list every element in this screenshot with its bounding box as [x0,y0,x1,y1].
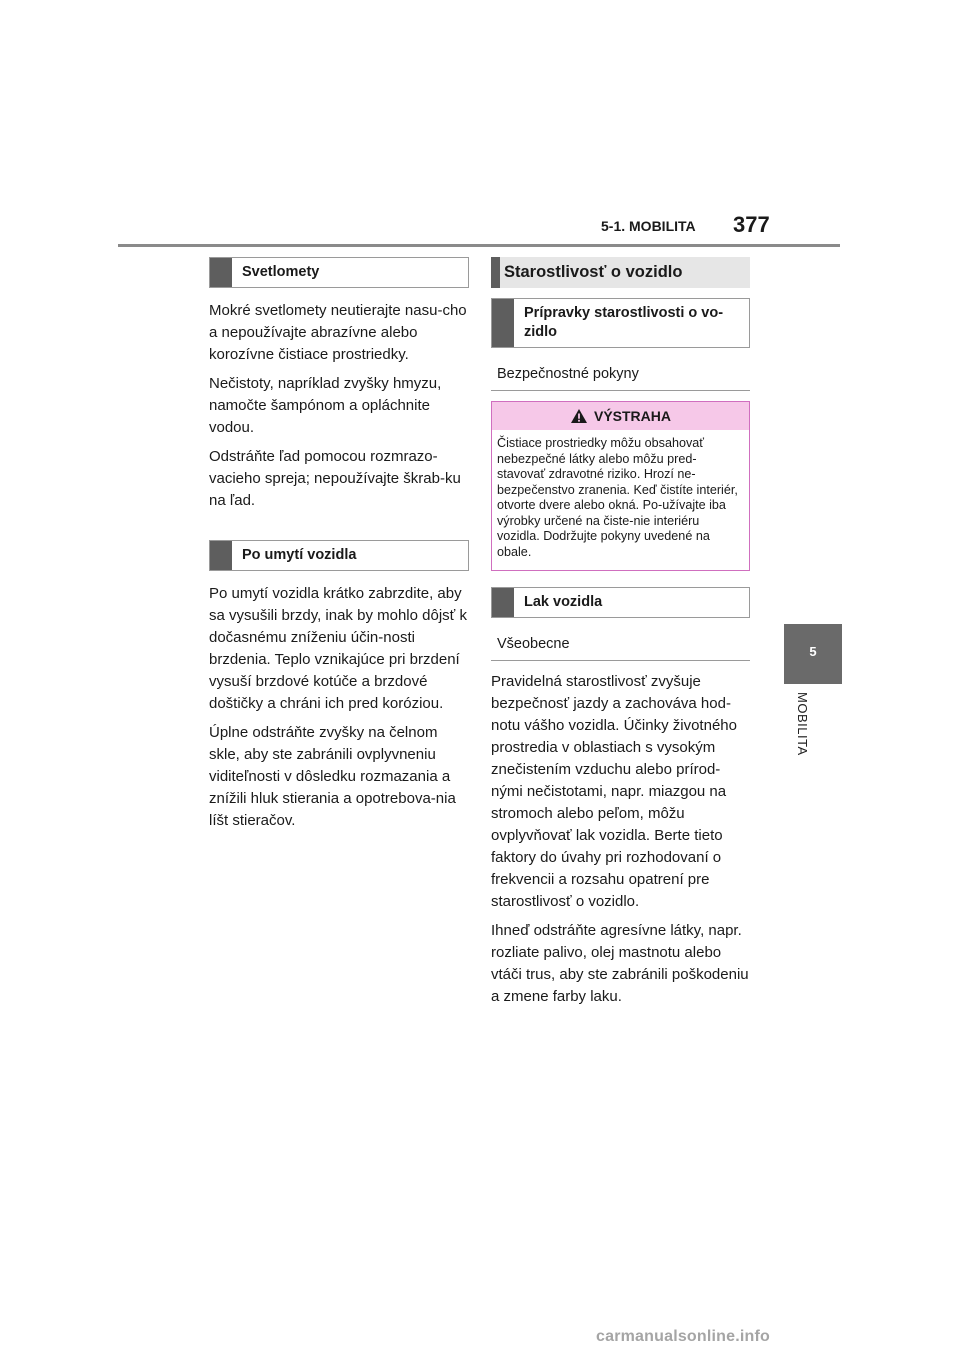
svetlomety-heading [209,257,469,288]
left-column [209,257,469,839]
paragraph: Úplne odstráňte zvyšky na čelnom skle, aby ste zabránili ovplyvneniu viditeľnosti v dôsledku rozmazania a znížili hluk stierania a opotrebova-nia líšt stieračov. [209,724,456,829]
warning-header [492,402,749,430]
section-title: 5-1. MOBILITA [601,218,696,234]
subheading-safety: Bezpečnostné pokyny [491,360,750,391]
pripravky-heading [491,298,750,348]
heading-marker [210,541,232,570]
warning-triangle-icon [570,408,588,424]
page-number: 377 [733,212,770,237]
heading-marker [492,299,514,347]
heading-marker [492,588,514,617]
header-divider [118,244,840,247]
heading-text: Prípravky starostlivosti o vo-zidlo [524,305,724,340]
paragraph: Mokré svetlomety neutierajte nasu-cho a nepoužívajte abrazívne alebo korozívne čistiace prostriedky. [209,302,467,363]
heading-text: Starostlivosť o vozidlo [504,263,683,281]
chapter-label: MOBILITA [795,692,810,756]
paragraph: Odstráňte ľad pomocou rozmrazo-vacieho spreja; nepoužívajte škrab-ku na ľad. [209,448,461,509]
warning-title: VÝSTRAHA [593,408,671,424]
right-column [491,257,750,1015]
heading-text: Svetlomety [242,264,320,280]
subheading-general: Všeobecne [491,630,750,661]
paragraph: Po umytí vozidla krátko zabrzdite, aby sa vysušili brzdy, inak by mohlo dôjsť k dočasnému zníženiu účin-nosti brzdenia. Teplo vznikajúce pri brzdení vysuší brzdové kotúče a brzdové doštičky a chráni ich pred koróziou. [209,585,467,712]
warning-box [491,401,750,571]
po-umyti-heading [209,540,469,571]
watermark: carmanualsonline.info [596,1328,771,1345]
paragraph: Pravidelná starostlivosť zvyšuje bezpečnosť jazdy a zachováva hod-notu vášho vozidla. Účinky životného prostredia v oblastiach s vysokým znečistením vzduchu alebo prírod-nými nečistotami, napr. miazgou na stromoch alebo peľom, môžu ovplyvňovať lak vozidla. Berte tieto faktory do úvahy pri rozhodovaní o frekvencii a rozsahu opatrení pre starostlivosť o vozidlo. [491,673,737,910]
heading-marker [491,257,500,288]
paragraph: Nečistoty, napríklad zvyšky hmyzu, namočte šampónom a opláchnite vodou. [209,375,442,436]
heading-text: Lak vozidla [524,594,603,610]
heading-marker [210,258,232,287]
heading-text: Po umytí vozidla [242,547,357,563]
chapter-tab[interactable]: 5 [784,624,842,684]
main-section-heading [491,257,750,288]
lak-heading [491,587,750,618]
paragraph: Ihneď odstráňte agresívne látky, napr. rozliate palivo, olej mastnotu alebo vtáči trus, aby ste zabránili poškodeniu a zmene farby laku. [491,922,749,1005]
warning-text: Čistiace prostriedky môžu obsahovať nebezpečné látky alebo môžu pred-stavovať zdravotné riziko. Hrozí ne-bezpečenstvo zranenia. Keď čistíte interiér, otvorte dvere alebo okná. Po-užívajte iba výrobky určené na čiste-nie interiéru vozidla. Dodržujte pokyny uvedené na obale. [497,436,738,559]
